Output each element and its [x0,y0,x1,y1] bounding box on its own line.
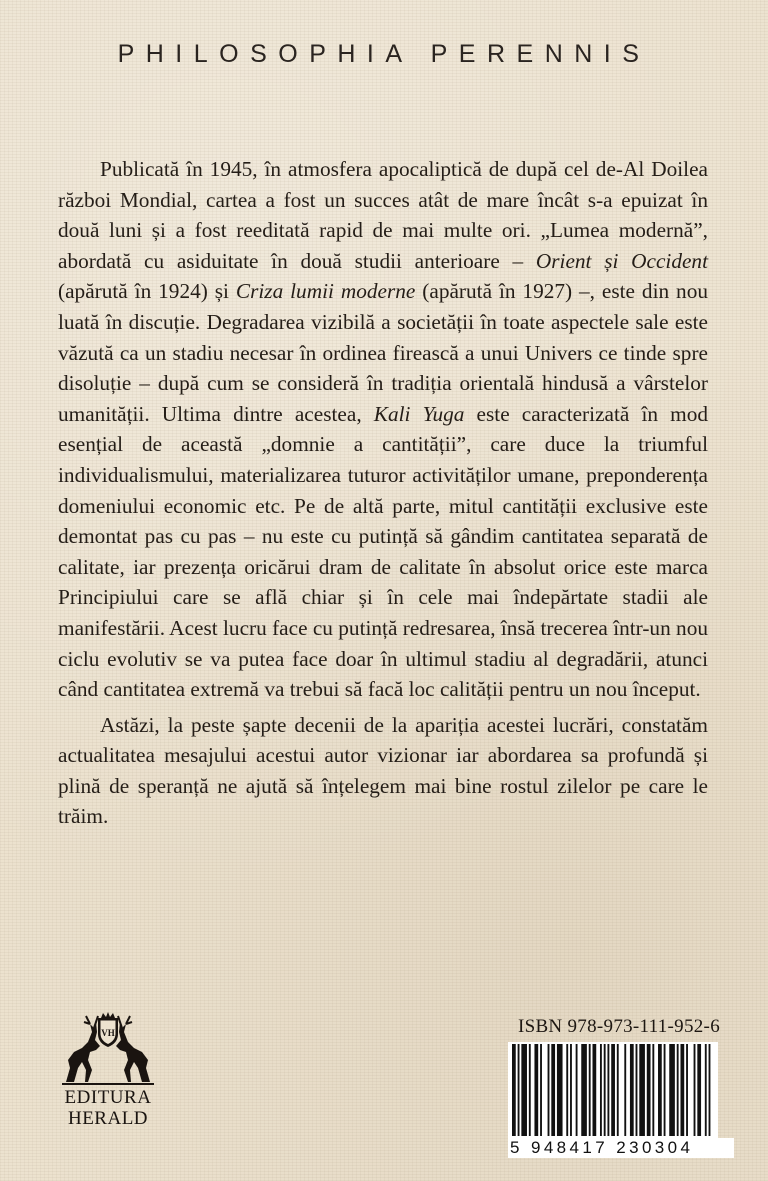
barcode-bar [570,1044,572,1136]
barcode-bar [647,1044,651,1136]
isbn-barcode-block [496,1016,720,1157]
barcode-bar [617,1044,619,1136]
publisher-name-line2: HERALD [67,1108,149,1129]
book-title-orient-occident: Orient și Occident [535,248,708,273]
blurb-text: este caracterizată în mod esențial de această „domnie a cantității”, care duce la triumful individualismului, materializarea tuturor activităților umane, preponderența domeniului economic etc. Pe de altă parte, mitul cantității exclusive este demontat pas cu pas – nu este cu putință să gândim cantitatea separată de calitate, iar prezența oricărui dram de calitate în absolut orice este marca Principiului care se află chiar și în cele mai îndepărtate stadii ale manifestării. Acest lucru face cu putință redresarea, însă trecerea într-un nou ciclu evolutiv se va putea face doar în ultimul stadiu al degradării, atunci când cantitatea extremă va trebui să facă loc calității pentru un nou început. [58,401,709,702]
barcode-bar [694,1044,696,1136]
barcode-bar [604,1044,606,1136]
barcode-bar [607,1044,609,1136]
barcode-bar [636,1044,638,1136]
barcode-digits: 5 948417 230304 [508,1138,734,1158]
blurb-text: (apărută în 1924) și [58,279,236,304]
barcode-bar [624,1044,626,1136]
series-title: PHILOSOPHIA PERENNIS [117,40,651,68]
barcode-bar [630,1044,634,1136]
barcode-bar [658,1044,662,1136]
publisher-name-line1: EDITURA [64,1087,152,1108]
barcode-bar [652,1044,654,1136]
barcode-bar [512,1044,516,1136]
blurb-text: (apărută în 1927) –, este din nou luată în discuție. Degradarea vizibilă a societății în toate aspectele sale este văzută ca un stadiu necesar în ordinea firească a unui Univers ce tinde spre disoluție – după cum se consideră în tradiția orientală hindusă a vârstelor umanității. Ultima dintre acestea, [58,279,709,426]
barcode-bar [576,1044,578,1136]
barcode-bar [589,1044,591,1136]
barcode-bar [611,1044,615,1136]
barcode-bar [566,1044,568,1136]
barcode-bar [518,1044,520,1136]
barcode-bar [697,1044,701,1136]
back-cover-blurb [58,154,708,832]
term-kali-yuga: Kali Yuga [373,401,465,426]
blurb-paragraph-2: Astăzi, la peste șapte decenii de la apariția acestei lucrări, constatăm actualitatea mesajului acestui autor vizionar iar abordarea sa profundă și plină de speranță ne ajută să înțelegem mai bine rostul zilelor pe care le trăim. [58,712,708,829]
barcode-bars [508,1042,718,1138]
barcode-bar [557,1044,563,1136]
barcode-bar [548,1044,550,1136]
blurb-text: Publicată în 1945, în atmosfera apocaliptică de după cel de-Al Doilea război Mondial, cartea a fost un succes atât de mare încât s-a epuizat în două luni și a fost reeditată rapid de mai multe ori. „Lumea modernă”, abordată cu asiduitate în două studii anterioare – [58,157,708,273]
barcode-bar [521,1044,527,1136]
heraldic-deer-emblem-icon [60,1012,156,1086]
book-title-criza: Criza lumii moderne [235,279,416,304]
barcode-bar [529,1044,531,1136]
barcode-bar [677,1044,679,1136]
barcode-bar [664,1044,666,1136]
blurb-paragraph-1 [58,154,708,705]
publisher-monogram: VH [101,1028,115,1038]
barcode-bar [680,1044,684,1136]
isbn-number: ISBN 978-973-111-952-6 [517,1016,720,1037]
barcode-bar [705,1044,707,1136]
barcode-bar [686,1044,688,1136]
barcode-bar [600,1044,602,1136]
barcode-bar [593,1044,597,1136]
barcode-bar [709,1044,711,1136]
barcode-bar [639,1044,645,1136]
barcode-bar [551,1044,555,1136]
barcode-bar [581,1044,587,1136]
barcode-bar [540,1044,542,1136]
publisher-logo [58,1012,158,1128]
barcode-bar [669,1044,675,1136]
barcode [508,1042,718,1157]
barcode-bar [534,1044,538,1136]
